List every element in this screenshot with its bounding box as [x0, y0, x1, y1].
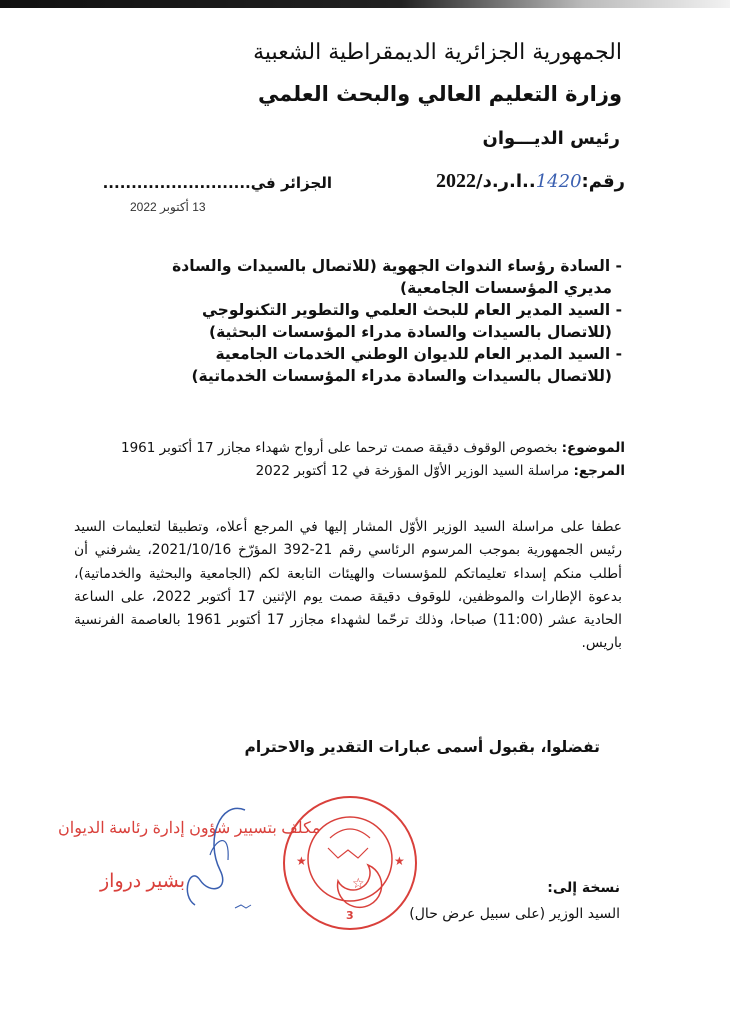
ministry-heading: وزارة التعليم العالي والبحث العلمي	[257, 82, 622, 106]
star-icon: ☆	[352, 876, 365, 892]
reference-line	[256, 463, 625, 479]
letter-body	[74, 516, 622, 656]
seal-star-icon: ★	[296, 854, 307, 868]
date-stamp: 13 أكتوبر 2022	[130, 200, 206, 214]
reference-label: رقم:	[581, 171, 625, 192]
signatory-name: بشير درواز	[100, 871, 185, 892]
subject-line	[121, 440, 625, 456]
scan-edge	[0, 0, 730, 8]
recipient-line: (للاتصال بالسيدات والسادة مدراء المؤسسات البحثية)	[208, 323, 612, 341]
copy-recipient: السيد الوزير (على سبيل عرض حال)	[409, 906, 620, 922]
place-dots: ..........................	[102, 174, 251, 192]
reference-line-text: مراسلة السيد الوزير الأوّل المؤرخة في 12 أكتوبر 2022	[255, 463, 574, 479]
official-seal	[280, 793, 420, 933]
copy-label: نسخة إلى:	[547, 880, 620, 896]
seal-number: 3	[346, 909, 354, 922]
subject-label: الموضوع:	[561, 440, 625, 456]
signatory-title: مكلف بتسيير شؤون إدارة رئاسة الديوان	[58, 820, 321, 837]
place-label: الجزائر في	[250, 174, 332, 192]
recipient-line: - السيد المدير العام للديوان الوطني الخدمات الجامعية	[215, 345, 622, 363]
reference-year: 2022	[436, 170, 477, 192]
reference-line-label: المرجع:	[573, 463, 625, 479]
handwritten-number: 1420	[535, 171, 582, 192]
reference-suffix: ..ا.ر.د/	[476, 171, 536, 192]
reference-number	[436, 170, 625, 193]
subject-text: بخصوص الوقوف دقيقة صمت ترحما على أرواح شهداء مجازر 17 أكتوبر 1961	[121, 440, 562, 456]
place-date	[103, 174, 332, 192]
office-heading: رئيس الديـــوان	[482, 128, 620, 149]
handwritten-signature	[150, 800, 270, 920]
republic-heading: الجمهورية الجزائرية الديمقراطية الشعبية	[253, 40, 622, 65]
recipient-line: - السادة رؤساء الندوات الجهوية (للاتصال بالسيدات والسادة	[172, 257, 622, 275]
recipient-line: (للاتصال بالسيدات والسادة مدراء المؤسسات الخدماتية)	[191, 367, 612, 385]
body-paragraph: عطفا على مراسلة السيد الوزير الأوّل المشار إليها في المرجع أعلاه، وتطبيقا لتعليمات السيد رئيس الجمهورية بموجب المرسوم الرئاسي رقم 21-392 المؤرّخ 2021/10/16، يشرفني أن أطلب منكم إسداء تعليماتكم للمؤسسات والهيئات التابعة لكم (الجامعية والبحثية والخدماتية)، بدعوة الإطارات والموظفين، للوقوف دقيقة صمت يوم الإثنين 17 أكتوبر 2022، على الساعة الحادية عشر (11:00) صباحا، وذلك ترحّما لشهداء مجازر 17 أكتوبر 1961 بالعاصمة الفرنسية باريس.	[74, 519, 622, 652]
closing-formula: تفضلوا، بقبول أسمى عبارات التقدير والاحترام	[244, 738, 600, 756]
recipients-list	[102, 255, 622, 387]
recipient-line: - السيد المدير العام للبحث العلمي والتطوير التكنولوجي	[201, 301, 622, 319]
recipient-line: مديري المؤسسات الجامعية)	[400, 279, 612, 297]
seal-star-icon: ★	[394, 854, 405, 868]
